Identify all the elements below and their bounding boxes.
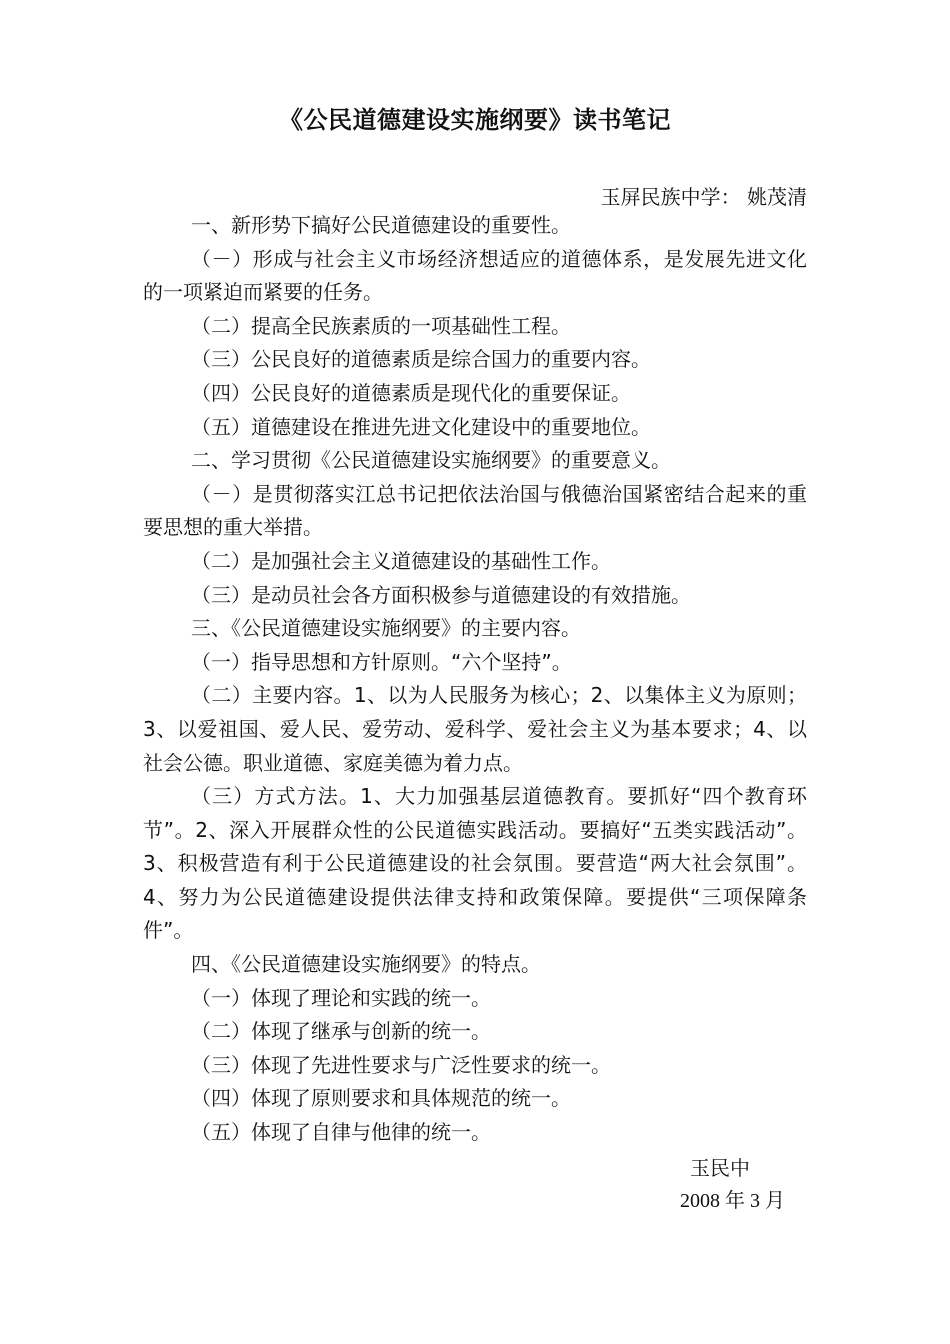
- paragraph: （五）体现了自律与他律的统一。: [191, 1120, 491, 1145]
- section-heading-4: 四、《公民道德建设实施纲要》的特点。: [191, 952, 541, 977]
- paragraph: （二）是加强社会主义道德建设的基础性工作。: [191, 548, 611, 573]
- paragraph: （一）体现了理论和实践的统一。: [191, 985, 491, 1010]
- paragraph: （五）道德建设在推进先进文化建设中的重要地位。: [191, 414, 651, 439]
- section-heading-1: 一、新形势下搞好公民道德建设的重要性。: [191, 213, 571, 237]
- document-title: 《公民道德建设实施纲要》读书笔记: [279, 106, 671, 134]
- paragraph: （二）主要内容。1、以为人民服务为核心；2、以集体主义为原则；3、以爱祖国、爱人民、爱劳动、爱科学、爱社会主义为基本要求；4、以社会公德。职业道德、家庭美德为着力点。: [143, 683, 807, 775]
- paragraph: （二）提高全民族素质的一项基础性工程。: [191, 313, 571, 338]
- signature-date: 2008 年 3 月: [680, 1190, 785, 1212]
- section-heading-2: 二、学习贯彻《公民道德建设实施纲要》的重要意义。: [191, 448, 671, 473]
- paragraph: （三）是动员社会各方面积极参与道德建设的有效措施。: [191, 582, 691, 607]
- paragraph: （三）体现了先进性要求与广泛性要求的统一。: [191, 1052, 611, 1077]
- paragraph: （二）体现了继承与创新的统一。: [191, 1019, 491, 1044]
- paragraph: （三）方式方法。1、大力加强基层道德教育。要抓好“四个教育环节”。2、深入开展群众性的公民道德实践活动。要搞好“五类实践活动”。3、积极营造有利于公民道德建设的社会氛围。要营造“两大社会氛围”。4、努力为公民道德建设提供法律支持和政策保障。要提供“三项保障条件”。: [143, 784, 807, 943]
- paragraph: （－）形成与社会主义市场经济想适应的道德体系，是发展先进文化的一项紧迫而紧要的任务。: [143, 246, 807, 305]
- document-body: [143, 209, 807, 1150]
- paragraph: （－）是贯彻落实江总书记把依法治国与俄德治国紧密结合起来的重要思想的重大举措。: [143, 481, 807, 540]
- author-line: 玉屏民族中学： 姚茂清: [600, 185, 807, 209]
- paragraph: （三）公民良好的道德素质是综合国力的重要内容。: [191, 347, 651, 372]
- paragraph: （一）指导思想和方针原则。“六个坚持”。: [191, 649, 572, 674]
- section-heading-3: 三、《公民道德建设实施纲要》的主要内容。: [191, 616, 581, 641]
- signature-organization: 玉民中: [690, 1156, 750, 1180]
- paragraph: （四）体现了原则要求和具体规范的统一。: [191, 1086, 571, 1111]
- paragraph: （四）公民良好的道德素质是现代化的重要保证。: [191, 380, 631, 405]
